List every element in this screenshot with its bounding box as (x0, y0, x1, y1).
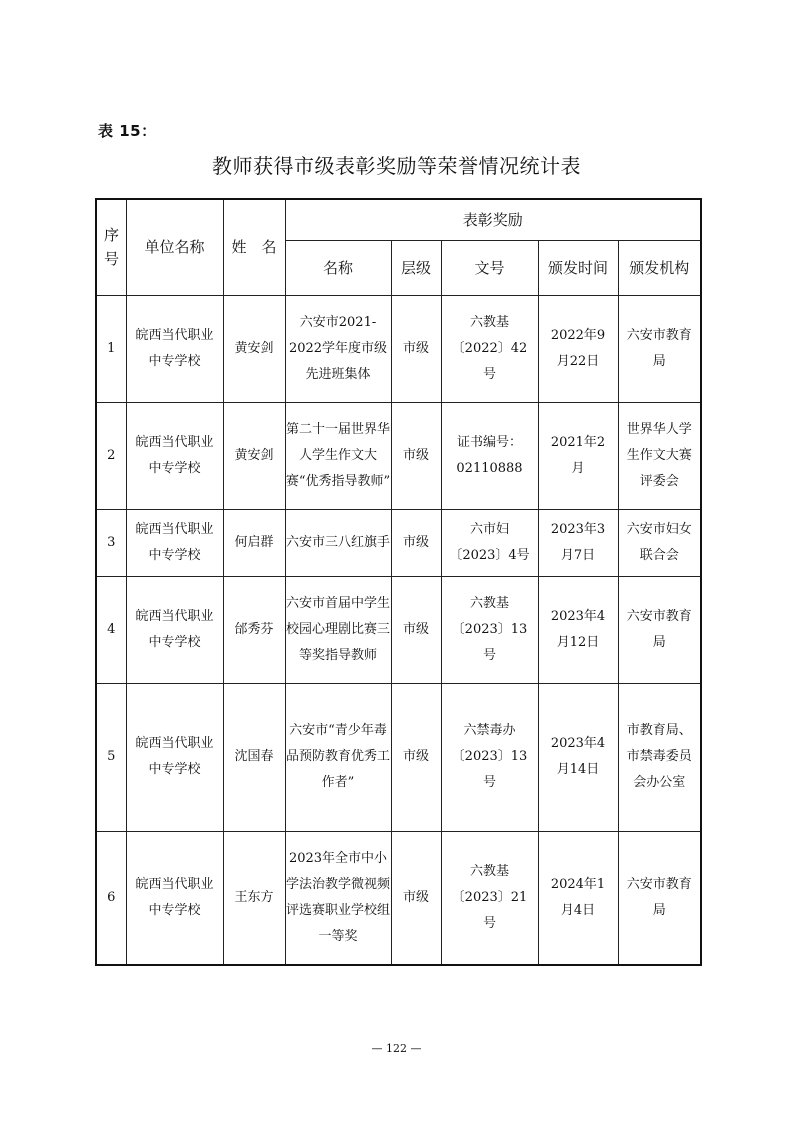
header-award-group: 表彰奖励 (285, 199, 701, 240)
row-person: 邰秀芬 (223, 576, 285, 683)
row-award-name: 六安市“青少年毒品预防教育优秀工作者” (285, 683, 391, 831)
row-person: 黄安剑 (223, 295, 285, 402)
row-doc-no: 六教基〔2023〕13号 (441, 576, 538, 683)
header-issuer: 颁发机构 (618, 240, 701, 295)
row-level: 市级 (391, 402, 441, 509)
table-body (96, 295, 701, 965)
row-issuer: 六安市妇女联合会 (618, 509, 701, 576)
row-person: 黄安剑 (223, 402, 285, 509)
header-date: 颁发时间 (538, 240, 618, 295)
row-award-name: 六安市首届中学生校园心理剧比赛三等奖指导教师 (285, 576, 391, 683)
row-doc-no: 六教基〔2023〕21号 (441, 831, 538, 965)
row-award-name: 六安市三八红旗手 (285, 509, 391, 576)
row-index: 1 (96, 295, 126, 402)
row-issuer: 六安市教育局 (618, 576, 701, 683)
table-label: 表 15： (98, 122, 157, 140)
header-award-name: 名称 (285, 240, 391, 295)
row-person: 沈国春 (223, 683, 285, 831)
row-unit: 皖西当代职业中专学校 (126, 576, 223, 683)
row-award-name: 六安市2021-2022学年度市级先进班集体 (285, 295, 391, 402)
row-unit: 皖西当代职业中专学校 (126, 295, 223, 402)
row-index: 4 (96, 576, 126, 683)
awards-table (95, 198, 702, 966)
row-person: 何启群 (223, 509, 285, 576)
header-level: 层级 (391, 240, 441, 295)
row-unit: 皖西当代职业中专学校 (126, 831, 223, 965)
row-unit: 皖西当代职业中专学校 (126, 683, 223, 831)
row-unit: 皖西当代职业中专学校 (126, 402, 223, 509)
table-row (96, 576, 701, 683)
row-doc-no: 证书编号：02110888 (441, 402, 538, 509)
row-index: 2 (96, 402, 126, 509)
page-number: — 122 — (371, 1042, 422, 1055)
row-date: 2022年9月22日 (538, 295, 618, 402)
row-index: 6 (96, 831, 126, 965)
header-unit: 单位名称 (126, 199, 223, 295)
row-date: 2023年3月7日 (538, 509, 618, 576)
row-unit: 皖西当代职业中专学校 (126, 509, 223, 576)
row-level: 市级 (391, 683, 441, 831)
page-title: 教师获得市级表彰奖励等荣誉情况统计表 (212, 154, 581, 178)
row-date: 2023年4月12日 (538, 576, 618, 683)
row-doc-no: 六教基〔2022〕42号 (441, 295, 538, 402)
row-award-name: 第二十一届世界华人学生作文大赛“优秀指导教师” (285, 402, 391, 509)
row-date: 2023年4月14日 (538, 683, 618, 831)
row-level: 市级 (391, 509, 441, 576)
table-header (96, 199, 701, 295)
row-index: 5 (96, 683, 126, 831)
row-issuer: 世界华人学生作文大赛评委会 (618, 402, 701, 509)
row-level: 市级 (391, 831, 441, 965)
table-row (96, 402, 701, 509)
header-index: 序号 (96, 199, 126, 295)
row-issuer: 市教育局、市禁毒委员会办公室 (618, 683, 701, 831)
table-row (96, 295, 701, 402)
table-row (96, 831, 701, 965)
row-date: 2021年2月 (538, 402, 618, 509)
row-doc-no: 六市妇〔2023〕4号 (441, 509, 538, 576)
row-issuer: 六安市教育局 (618, 831, 701, 965)
table-row (96, 683, 701, 831)
header-doc-no: 文号 (441, 240, 538, 295)
row-issuer: 六安市教育局 (618, 295, 701, 402)
row-level: 市级 (391, 576, 441, 683)
header-person: 姓 名 (223, 199, 285, 295)
row-index: 3 (96, 509, 126, 576)
row-level: 市级 (391, 295, 441, 402)
row-date: 2024年1月4日 (538, 831, 618, 965)
table-row (96, 509, 701, 576)
row-award-name: 2023年全市中小学法治教学微视频评选赛职业学校组一等奖 (285, 831, 391, 965)
row-doc-no: 六禁毒办〔2023〕13号 (441, 683, 538, 831)
row-person: 王东方 (223, 831, 285, 965)
